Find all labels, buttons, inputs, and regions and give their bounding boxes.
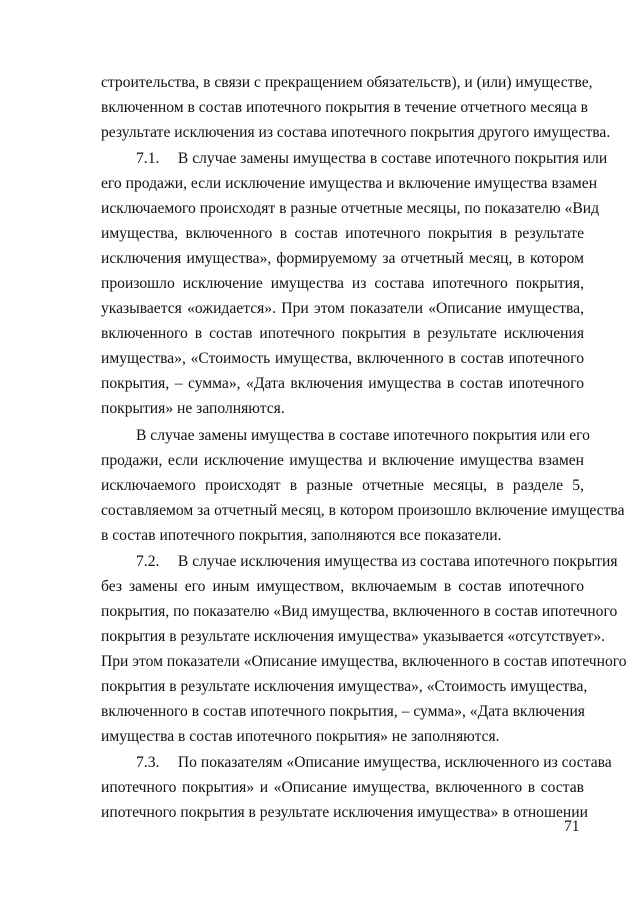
text-line: имущества, включенного в состав ипотечного покрытия в результате <box>101 225 584 242</box>
text-line: результате исключения из состава ипотечного покрытия другого имущества. <box>101 124 611 141</box>
text-line: покрытия в результате исключения имущества» указывается «отсутствует». <box>101 628 606 645</box>
text-line: При этом показатели «Описание имущества, включенного в состав ипотечного <box>101 653 627 670</box>
text-line: исключаемого происходят в разные отчетные месяцы, в разделе 5, <box>101 477 584 494</box>
text-line: ипотечного покрытия» и «Описание имущества, включенного в состав <box>101 779 584 796</box>
text-line: без замены его иным имуществом, включаемым в состав ипотечного <box>101 578 584 595</box>
text-line: исключаемого происходят в разные отчетные месяцы, по показателю «Вид <box>101 200 600 217</box>
section-number-7-2: 7.2. <box>136 553 160 570</box>
section-number-7-3: 7.3. <box>136 754 160 771</box>
text-line: его продажи, если исключение имущества и включение имущества взамен <box>101 175 598 192</box>
text-line: указывается «ожидается». При этом показатели «Описание имущества, <box>101 300 584 317</box>
text-line: исключения имущества», формируемому за отчетный месяц, в котором <box>101 250 584 267</box>
text-line: составляемом за отчетный месяц, в котором произошло включение имущества <box>101 502 625 519</box>
text-line: включенного в состав ипотечного покрытия, – сумма», «Дата включения <box>101 703 585 720</box>
text-line: покрытия, по показателю «Вид имущества, включенного в состав ипотечного <box>101 603 618 620</box>
text-line: В случае замены имущества в составе ипотечного покрытия или его <box>136 427 590 444</box>
text-line: имущества в состав ипотечного покрытия» не заполняются. <box>101 728 500 745</box>
text-line: покрытия» не заполняются. <box>101 400 285 417</box>
text-line: произошло исключение имущества из состава ипотечного покрытия, <box>101 275 584 292</box>
text-fragment: По показателям «Описание имущества, исключенного из состава <box>177 754 612 771</box>
text-line: включенного в состав ипотечного покрытия в результате исключения <box>101 325 584 342</box>
text-line: в состав ипотечного покрытия, заполняются все показатели. <box>101 527 502 544</box>
page-number: 71 <box>564 818 580 835</box>
text-line: продажи, если исключение имущества и включение имущества взамен <box>101 452 584 469</box>
text-line: имущества», «Стоимость имущества, включенного в состав ипотечного <box>101 350 584 367</box>
text-line: строительства, в связи с прекращением обязательств), и (или) имуществе, <box>101 74 593 91</box>
paragraph-7-3-first-line <box>136 750 612 776</box>
text-line: покрытия, – сумма», «Дата включения имущества в состав ипотечного <box>101 375 584 392</box>
paragraph-7-1-first-line <box>136 146 608 172</box>
text-line: покрытия в результате исключения имущества», «Стоимость имущества, <box>101 678 588 695</box>
text-fragment: В случае исключения имущества из состава ипотечного покрытия <box>177 553 618 570</box>
text-line: включенном в состав ипотечного покрытия в течение отчетного месяца в <box>101 99 589 116</box>
paragraph-7-2-first-line <box>136 549 618 575</box>
text-line: ипотечного покрытия в результате исключения имущества» в отношении <box>101 804 588 821</box>
section-number-7-1: 7.1. <box>136 150 160 167</box>
text-fragment: В случае замены имущества в составе ипотечного покрытия или <box>177 150 608 167</box>
